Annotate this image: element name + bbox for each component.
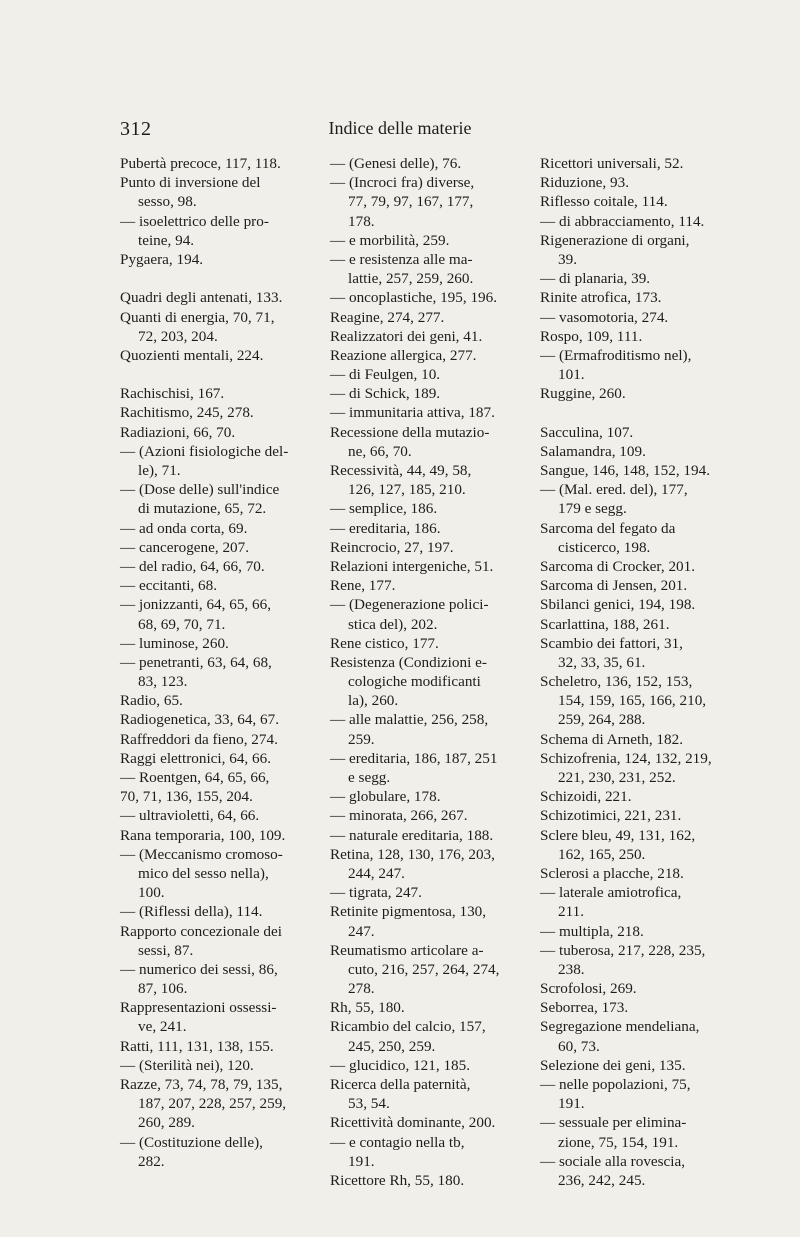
index-entry-line: Radio, 65. — [120, 692, 183, 710]
index-entry-continuation: 77, 79, 97, 167, 177, — [348, 193, 474, 211]
index-entry-line: Scrofolosi, 269. — [540, 980, 637, 998]
index-entry-continuation: 221, 230, 231, 252. — [558, 769, 676, 786]
index-entry-continuation: ne, 66, 70. — [348, 442, 412, 460]
index-entry-line: Riflesso coitale, 114. — [540, 193, 668, 211]
index-entry-continuation: sessi, 87. — [138, 941, 194, 959]
index-entry-line: Retina, 128, 130, 176, 203, — [330, 845, 495, 863]
index-entry-line: — naturale ereditaria, 188. — [330, 826, 494, 844]
index-entry-line: — jonizzanti, 64, 65, 66, — [120, 596, 272, 614]
index-entry-continuation: 162, 165, 250. — [558, 845, 646, 863]
index-entry-line: — laterale amiotrofica, — [540, 884, 682, 902]
index-entry-line: — del radio, 64, 66, 70. — [120, 557, 265, 575]
index-column-3 — [540, 154, 728, 1190]
index-entry-line: Rene cistico, 177. — [330, 634, 439, 652]
index-entry-line: Recessività, 44, 49, 58, — [330, 462, 472, 479]
index-entry-line: — nelle popolazioni, 75, — [540, 1076, 691, 1093]
index-entry-line: Reagine, 274, 277. — [330, 308, 445, 326]
index-entry-line: — di planaria, 39. — [540, 270, 651, 288]
index-entry-continuation: cisticerco, 198. — [558, 538, 651, 556]
index-entry-line: Salamandra, 109. — [540, 442, 646, 460]
index-entry-continuation: 187, 207, 228, 257, 259, — [138, 1095, 287, 1113]
index-entry-continuation: mico del sesso nella), — [138, 864, 269, 882]
index-entry-line: — ad onda corta, 69. — [120, 519, 248, 537]
index-entry-line: — multipla, 218. — [540, 922, 644, 940]
index-entry-continuation: 236, 242, 245. — [558, 1171, 646, 1189]
index-entry-continuation: la), 260. — [348, 692, 399, 710]
index-entry-continuation: 39. — [558, 250, 577, 268]
index-entry-line: Ricettività dominante, 200. — [330, 1114, 496, 1132]
index-entry-line: Schema di Arneth, 182. — [540, 730, 683, 748]
index-entry-line: Sbilanci genici, 194, 198. — [540, 596, 696, 614]
index-entry-line: Rachischisi, 167. — [120, 385, 225, 403]
index-entry-continuation: 211. — [558, 903, 585, 921]
index-entry-continuation: di mutazione, 65, 72. — [138, 500, 267, 518]
index-entry-line: Reazione allergica, 277. — [330, 346, 477, 364]
index-entry-line: Seborrea, 173. — [540, 999, 629, 1017]
index-entry-line: Ricerca della paternità, — [330, 1076, 471, 1093]
index-entry-continuation: sesso, 98. — [138, 193, 197, 211]
index-entry-line: — penetranti, 63, 64, 68, — [120, 653, 272, 671]
index-entry-line: — isoelettrico delle pro- — [120, 212, 269, 230]
index-entry-continuation: 179 e segg. — [558, 500, 627, 518]
index-entry-line: Ricettori universali, 52. — [540, 155, 684, 172]
index-entry-line: Razze, 73, 74, 78, 79, 135, — [120, 1076, 283, 1093]
index-entry-line: — ereditaria, 186. — [330, 519, 441, 537]
index-entry-line: — (Degenerazione polici- — [330, 596, 489, 614]
index-entry-continuation: 101. — [558, 366, 585, 384]
index-entry-line: — ereditaria, 186, 187, 251 — [330, 749, 498, 767]
index-entry-line: — di Feulgen, 10. — [330, 366, 441, 384]
index-entry-line: — luminose, 260. — [120, 634, 229, 652]
index-entry-line: Scambio dei fattori, 31, — [540, 634, 683, 652]
index-entry-line: Schizofrenia, 124, 132, 219, — [540, 749, 712, 767]
index-entry-continuation: 87, 106. — [138, 980, 188, 998]
index-entry-line: — e resistenza alle ma- — [330, 250, 473, 268]
index-entry-line: Rinite atrofica, 173. — [540, 289, 662, 307]
index-column-1 — [120, 154, 308, 1171]
index-entry-line: Selezione dei geni, 135. — [540, 1056, 686, 1074]
index-entry-line: — tuberosa, 217, 228, 235, — [540, 941, 706, 959]
index-entry-continuation: 191. — [348, 1152, 375, 1170]
index-entry-line: Rana temporaria, 100, 109. — [120, 826, 286, 844]
index-entry-continuation: 238. — [558, 960, 585, 978]
index-entry-continuation: zione, 75, 154, 191. — [558, 1133, 679, 1151]
index-entry-line: — sessuale per elimina- — [540, 1114, 687, 1132]
index-entry-continuation: 178. — [348, 212, 375, 230]
index-entry-line: Reumatismo articolare a- — [330, 941, 484, 959]
index-entry-line: Riduzione, 93. — [540, 174, 630, 192]
index-entry-continuation: cuto, 216, 257, 264, 274, — [348, 960, 500, 978]
index-entry-line: Sclere bleu, 49, 131, 162, — [540, 826, 696, 844]
index-entry-line: — immunitaria attiva, 187. — [330, 404, 495, 422]
index-entry-line: Ricettore Rh, 55, 180. — [330, 1171, 465, 1189]
index-entry-continuation: 60, 73. — [558, 1037, 600, 1055]
index-entry-line: — e contagio nella tb, — [330, 1133, 465, 1151]
index-entry-continuation: 53, 54. — [348, 1095, 390, 1113]
index-entry-line: Relazioni intergeniche, 51. — [330, 557, 494, 575]
index-entry-continuation: 278. — [348, 980, 375, 998]
index-entry-line: — (Incroci fra) diverse, — [330, 174, 475, 192]
index-entry-line: — (Costituzione delle), — [120, 1133, 263, 1151]
index-entry-continuation: 72, 203, 204. — [138, 327, 218, 345]
index-entry-line: Raffreddori da fieno, 274. — [120, 730, 278, 748]
index-column-2 — [330, 154, 518, 1190]
index-entry-line: — cancerogene, 207. — [120, 538, 250, 556]
index-entry-continuation: teine, 94. — [138, 231, 195, 249]
index-entry-line: — Roentgen, 64, 65, 66, — [120, 769, 270, 786]
index-entry-line: — (Dose delle) sull'indice — [120, 481, 280, 499]
index-entry-line: Rh, 55, 180. — [330, 999, 405, 1017]
index-entry-line: Raggi elettronici, 64, 66. — [120, 749, 271, 767]
index-entry-line: — e morbilità, 259. — [330, 231, 450, 249]
index-entry-line: Pubertà precoce, 117, 118. — [120, 155, 281, 172]
index-entry-line: Quadri degli antenati, 133. — [120, 289, 283, 307]
index-entry-line: Quanti di energia, 70, 71, — [120, 308, 275, 326]
index-entry-line: — sociale alla rovescia, — [540, 1152, 686, 1170]
index-entry-line: Ruggine, 260. — [540, 385, 626, 403]
index-entry-line: — (Meccanismo cromoso- — [120, 845, 283, 863]
index-entry-continuation: cologiche modificanti — [348, 673, 481, 691]
index-entry-line: Scarlattina, 188, 261. — [540, 615, 670, 633]
index-entry-line: — (Azioni fisiologiche del- — [120, 442, 289, 460]
index-entry-line: — ultravioletti, 64, 66. — [120, 807, 260, 825]
index-entry-continuation: 259, 264, 288. — [558, 711, 646, 729]
index-entry-line: Recessione della mutazio- — [330, 423, 490, 441]
index-entry-line: Ratti, 111, 131, 138, 155. — [120, 1037, 274, 1055]
page-header — [0, 118, 800, 148]
index-entry-continuation: ve, 241. — [138, 1018, 187, 1036]
index-entry-line: Sclerosi a placche, 218. — [540, 864, 684, 882]
index-entry-continuation: 245, 250, 259. — [348, 1037, 436, 1055]
index-entry-continuation: lattie, 257, 259, 260. — [348, 270, 474, 288]
index-entry-line: — glucidico, 121, 185. — [330, 1056, 471, 1074]
index-entry-line: — oncoplastiche, 195, 196. — [330, 289, 498, 307]
index-entry-line: Radiogenetica, 33, 64, 67. — [120, 711, 280, 729]
index-entry-line: Rigenerazione di organi, — [540, 231, 690, 249]
index-entry-line: — di abbracciamento, 114. — [540, 212, 705, 230]
index-entry-line: Quozienti mentali, 224. — [120, 346, 264, 364]
section-gap — [540, 403, 728, 422]
index-entry-line: — tigrata, 247. — [330, 884, 422, 902]
index-entry-line: — numerico dei sessi, 86, — [120, 960, 278, 978]
index-entry-line: Pygaera, 194. — [120, 250, 204, 268]
index-entry-line: Ricambio del calcio, 157, — [330, 1018, 486, 1036]
index-entry-line: 70, 71, 136, 155, 204. — [120, 788, 253, 806]
index-entry-line: Sacculina, 107. — [540, 423, 634, 441]
index-entry-line: Schizotimici, 221, 231. — [540, 807, 682, 825]
index-entry-line: Reincrocio, 27, 197. — [330, 538, 454, 556]
index-entry-line: Radiazioni, 66, 70. — [120, 423, 236, 441]
index-entry-continuation: 260, 289. — [138, 1114, 195, 1132]
index-entry-continuation: 154, 159, 165, 166, 210, — [558, 692, 707, 710]
index-entry-line: Sangue, 146, 148, 152, 194. — [540, 462, 711, 479]
index-entry-continuation: 32, 33, 35, 61. — [558, 653, 646, 671]
index-entry-line: — (Mal. ered. del), 177, — [540, 481, 688, 499]
index-entry-continuation: 83, 123. — [138, 673, 188, 691]
index-entry-line: Rospo, 109, 111. — [540, 327, 643, 345]
index-entry-line: — semplice, 186. — [330, 500, 438, 518]
index-entry-line: — (Sterilità nei), 120. — [120, 1056, 254, 1074]
index-entry-line: — alle malattie, 256, 258, — [330, 711, 489, 729]
index-entry-line: Sarcoma del fegato da — [540, 519, 676, 537]
index-entry-continuation: e segg. — [348, 769, 391, 786]
page-number: 312 — [120, 118, 152, 140]
section-gap — [120, 269, 308, 288]
index-entry-line: Rachitismo, 245, 278. — [120, 404, 254, 422]
index-entry-line: — minorata, 266, 267. — [330, 807, 468, 825]
index-entry-continuation: stica del), 202. — [348, 615, 438, 633]
index-entry-continuation: 244, 247. — [348, 864, 405, 882]
index-entry-line: Rapporto concezionale dei — [120, 922, 282, 940]
index-entry-line: — (Riflessi della), 114. — [120, 903, 263, 921]
index-entry-line: Retinite pigmentosa, 130, — [330, 903, 487, 921]
index-entry-line: Resistenza (Condizioni e- — [330, 653, 487, 671]
index-entry-line: Punto di inversione del — [120, 174, 261, 192]
index-entry-line: — (Genesi delle), 76. — [330, 155, 462, 172]
index-entry-line: Scheletro, 136, 152, 153, — [540, 673, 693, 691]
index-entry-line: Segregazione mendeliana, — [540, 1018, 700, 1036]
index-entry-line: Sarcoma di Jensen, 201. — [540, 577, 688, 595]
index-entry-line: Schizoidi, 221. — [540, 788, 632, 806]
index-entry-continuation: 68, 69, 70, 71. — [138, 615, 226, 633]
index-entry-line: — di Schick, 189. — [330, 385, 441, 403]
index-entry-continuation: 126, 127, 185, 210. — [348, 481, 466, 499]
index-entry-line: Rene, 177. — [330, 577, 396, 595]
index-entry-line: Realizzatori dei geni, 41. — [330, 327, 483, 345]
index-entry-line: — vasomotoria, 274. — [540, 308, 669, 326]
index-entry-line: Sarcoma di Crocker, 201. — [540, 557, 696, 575]
index-entry-line: — eccitanti, 68. — [120, 577, 217, 595]
index-entry-continuation: 100. — [138, 884, 165, 902]
running-title: Indice delle materie — [328, 118, 472, 138]
index-entry-continuation: 191. — [558, 1095, 585, 1113]
index-entry-line: — (Ermafroditismo nel), — [540, 346, 692, 364]
index-entry-continuation: 282. — [138, 1152, 165, 1170]
index-entry-continuation: 259. — [348, 730, 375, 748]
section-gap — [120, 365, 308, 384]
index-entry-continuation: 247. — [348, 922, 375, 940]
index-entry-line: Rappresentazioni ossessi- — [120, 999, 277, 1017]
index-entry-line: — globulare, 178. — [330, 788, 441, 806]
index-entry-continuation: le), 71. — [138, 462, 181, 479]
